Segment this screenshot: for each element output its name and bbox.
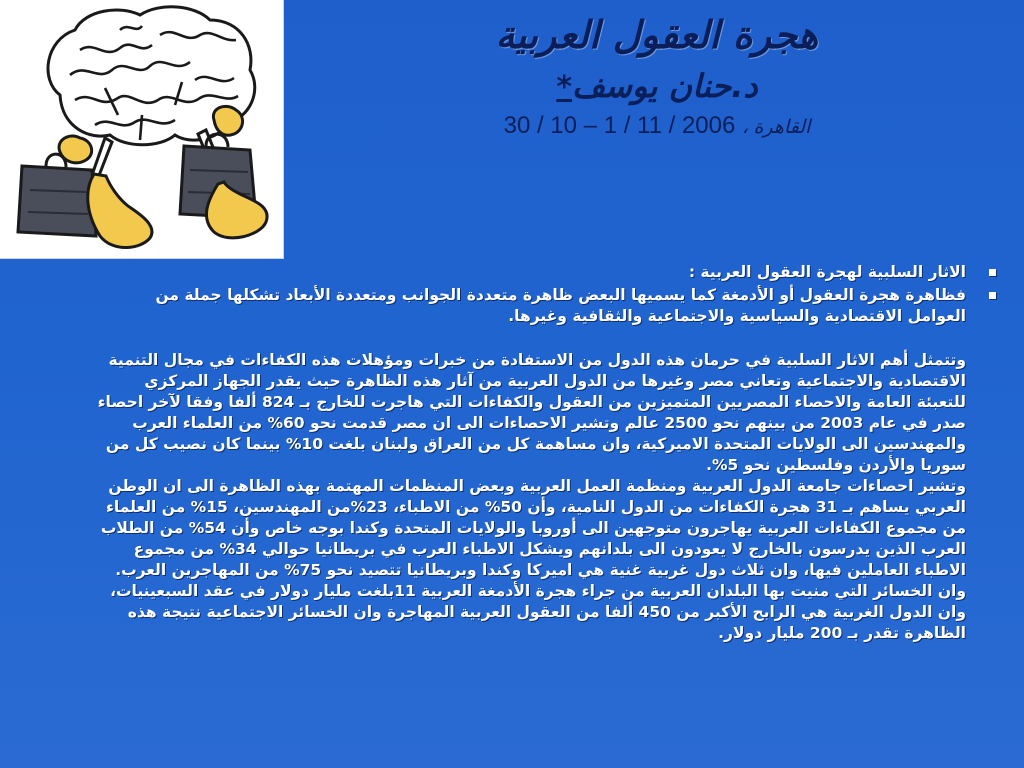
body-paragraph: وان الخسائر التي منيت بها البلدان العربية من جراء هجرة الأدمغة العربية 11بلغت مليار دولار في عقد السبعينيات، وان الدول الغربية هي الرابح الأكبر من 450 ألفا من العقول العربية المهاجرة وان الخسائر الاجتماعية نتيجة هذه الظاهرة تقدر بـ 200 مليار دولار. — [110, 582, 966, 642]
author-footnote-mark: * — [556, 70, 573, 105]
bullet-item — [94, 262, 966, 283]
slide-body — [94, 262, 966, 644]
author-name: د.حنان يوسف — [572, 67, 758, 105]
bullet-marker-icon — [989, 292, 996, 299]
bullet-text: فظاهرة هجرة العقول أو الأدمغة كما يسميها البعض ظاهرة متعددة الجوانب ومتعددة الأبعاد تشكلها جملة من العوامل الاقتصادية والسياسية والاجتماعية والثقافية وغيرها. — [155, 286, 966, 325]
date-location: القاهرة ، — [742, 117, 811, 138]
author-line — [290, 64, 1024, 110]
bullet-list — [94, 262, 966, 327]
paragraph-spacer — [94, 329, 966, 350]
date-line — [290, 110, 1024, 144]
bullet-item — [94, 285, 966, 327]
slide-title: هجرة العقول العربية — [495, 13, 819, 57]
body-paragraph: وتشير احصاءات جامعة الدول العربية ومنظمة العمل العربية وبعض المنظمات المهتمة بهذه الظاهرة الى ان الوطن العربي يساهم بـ 31 هجرة الكفاءات من الدول النامية، وأن 50% من الاطباء، 23%من المهندسين، 15% من العلماء من مجموع الكفاءات العربية يهاجرون متوجهين الى أوروبا والولايات المتحدة وكندا بوجه خاص وأن 54% من الطلاب العرب الذين يدرسون بالخارج لا يعودون الى بلدانهم ويشكل الاطباء العرب في بريطانيا حوالي 34% من مجموع الاطباء العاملين فيها، وان ثلاث دول غربية غنية هي اميركا وكندا وبريطانيا تتصيد نحو 75% من المهاجرين العرب. — [100, 477, 966, 579]
bullet-text: الاثار السلبية لهجرة العقول العربية : — [688, 263, 966, 281]
body-paragraph: وتتمثل أهم الاثار السلبية في حرمان هذه الدول من الاستفادة من خبرات ومؤهلات هذه الكفاءات في مجال التنمية الاقتصادية والاجتماعية وتعاني مصر وغيرها من الدول العربية من آثار هذه الظاهرة حيث يقدر الجهاز المركزي للتعبئة العامة والاحصاء المصريين المتميزين من العقول والكفاءات التي هاجرت للخارج بـ 824 ألفا وفقا لآخر احصاء صدر في عام 2003 من بينهم نحو 2500 عالم وتشير الاحصاءات الى ان مصر قدمت نحو 60% من العلماء العرب والمهندسين الى الولايات المتحدة الاميركية، وان مساهمة كل من العراق ولبنان بلغت 10% بينما كان نصيب كل من سوريا والأردن وفلسطين نحو 5%. — [97, 351, 966, 474]
brain-with-suitcases-image — [0, 0, 284, 259]
slide-header — [290, 6, 1024, 144]
bullet-marker-icon — [989, 269, 996, 276]
brain-with-suitcases-icon — [0, 0, 283, 258]
date-range: 30 / 10 – 1 / 11 / 2006 — [503, 112, 736, 139]
